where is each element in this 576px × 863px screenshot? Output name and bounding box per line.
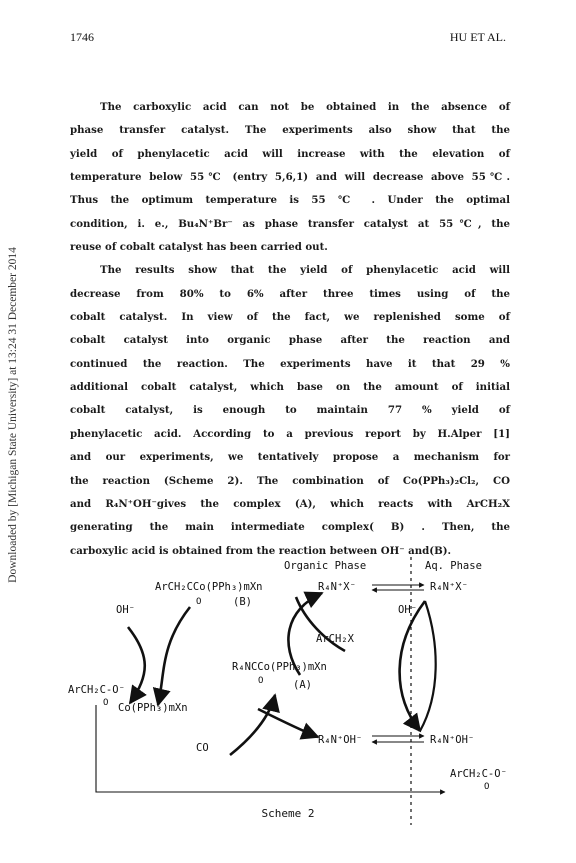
text-line: cobalt catalyst into organic phase after the reaction and: [70, 334, 510, 347]
running-head-authors: HU ET AL.: [449, 30, 506, 44]
scheme-caption: Scheme 2: [261, 807, 315, 820]
carbonyl-o: O: [484, 782, 490, 792]
text-line: and our experiments, we tentatively propose a mechanism for: [70, 451, 510, 464]
organic-phase-label: Organic Phase: [284, 560, 367, 572]
mechanism-scheme: [0, 545, 576, 830]
r4nx-organic: R₄N⁺X⁻: [318, 581, 356, 593]
product-transfer-line: [96, 705, 445, 792]
text-line: condition, i. e., Bu₄N⁺Br⁻ as phase transfer catalyst at 55℃, the: [70, 217, 510, 230]
carboxylate-aqueous: ArCH₂C-O⁻: [450, 768, 507, 780]
download-note: Downloaded by [Michigan State University] at 13:24 31 December 2014: [7, 247, 19, 583]
text-line: Thus the optimum temperature is 55 ℃ . Under the optimal: [70, 194, 510, 207]
text-line: the reaction (Scheme 2). The combination of Co(PPh₃)₂Cl₂, CO: [70, 474, 510, 487]
text-line: reuse of cobalt catalyst has been carried out.: [70, 241, 328, 254]
paragraph-2: [70, 259, 510, 562]
curved-arrow-b-attack: [128, 627, 145, 703]
curved-arrow-oh-to-product: [158, 607, 190, 705]
text-line: additional cobalt catalyst, which base on the amount of initial: [70, 381, 510, 394]
text-line: continued the reaction. The experiments have it that 29 %: [70, 357, 510, 370]
article-body: [70, 96, 510, 563]
benzyl-halide: ArCH₂X: [316, 633, 354, 645]
carbonyl-o: O: [258, 676, 264, 686]
r4noh-organic: R₄N⁺OH⁻: [318, 734, 363, 746]
text-line: The results show that the yield of phenylacetic acid will: [100, 264, 510, 277]
carbonyl-o: O: [103, 698, 109, 708]
carbonyl-o: O: [196, 597, 202, 607]
complex-a-label: R₄NCCo(PPh₃)mXn: [232, 661, 327, 673]
curved-arrow-co-entry: [230, 695, 275, 755]
text-line: cobalt catalyst. In view of the fact, we replenished some of: [70, 311, 510, 324]
carboxylate-left: ArCH₂C-O⁻: [68, 684, 125, 696]
complex-b-label: ArCH₂CCo(PPh₃)mXn: [155, 581, 263, 593]
curved-arrow-aq-cycle: [400, 601, 425, 731]
r4noh-aqueous: R₄N⁺OH⁻: [430, 734, 475, 746]
text-line: generating the main intermediate complex( B) . Then, the: [70, 521, 510, 534]
complex-b-tag: (B): [233, 596, 252, 608]
text-line: temperature below 55℃ (entry 5,6,1) and will decrease above 55℃.: [70, 171, 510, 184]
curved-arrow-aq-cycle-return: [420, 601, 436, 731]
r4nx-aqueous: R₄N⁺X⁻: [430, 581, 468, 593]
text-line: decrease from 80% to 6% after three times using of the: [70, 287, 510, 300]
text-line: yield of phenylacetic acid will increase with the elevation of: [70, 147, 510, 160]
text-line: phenylacetic acid. According to a previous report by H.Alper [1]: [70, 427, 510, 440]
complex-a-tag: (A): [293, 679, 312, 691]
aq-phase-label: Aq. Phase: [425, 560, 482, 572]
text-line: cobalt catalyst, is enough to maintain 77 % yield of: [70, 404, 510, 417]
text-line: carboxylic acid is obtained from the reaction between OH⁻ and(B).: [70, 544, 452, 557]
text-line: and R₄N⁺OH⁻gives the complex (A), which reacts with ArCH₂X: [70, 497, 510, 510]
text-line: phase transfer catalyst. The experiments also show that the: [70, 124, 510, 137]
cobalt-catalyst: Co(PPh₃)mXn: [118, 702, 188, 714]
hydroxide-aqueous: OH⁻: [398, 604, 417, 616]
paragraph-1: [70, 96, 510, 259]
page-number: 1746: [70, 30, 94, 44]
curved-arrow-to-r4noh: [258, 709, 318, 737]
hydroxide-left: OH⁻: [116, 604, 135, 616]
carbon-monoxide: CO: [196, 742, 209, 754]
text-line: The carboxylic acid can not be obtained in the absence of: [100, 101, 510, 113]
